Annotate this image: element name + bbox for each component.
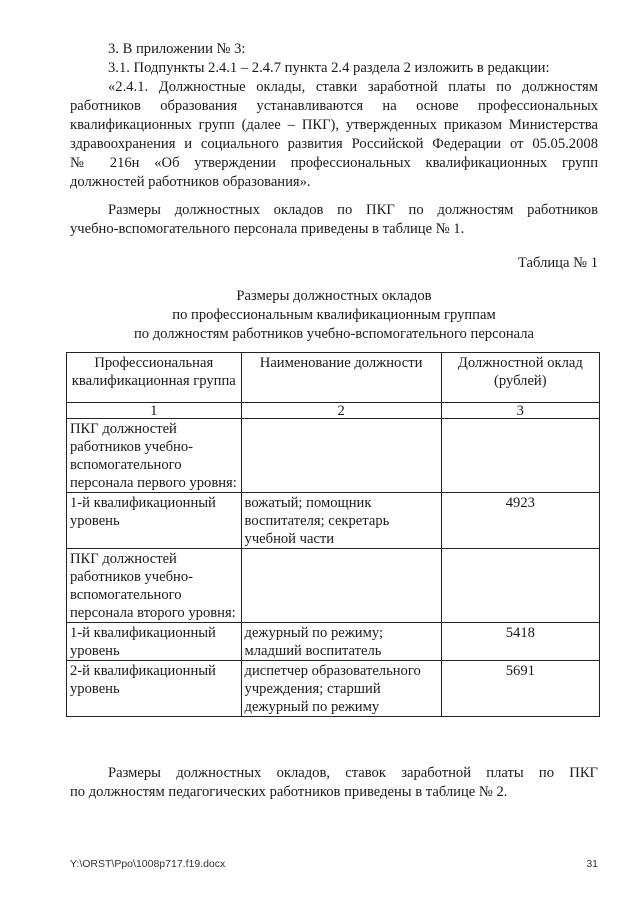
table-title-line: по профессиональным квалификационным группам [172,307,496,323]
table-header-row [67,353,600,403]
sizes-line: учебно-вспомогательного персонала приведены в таблице № 1. [70,221,465,237]
salary-cell: 5418 [441,623,599,661]
item-3-1-text: 3.1. Подпункты 2.4.1 – 2.4.7 пункта 2.4 раздела 2 изложить в редакции: [108,60,550,76]
positions-cell: вожатый; помощник воспитателя; секретарь учебной части [241,493,441,549]
salary-cell: 5691 [441,661,599,717]
group-cell: ПКГ должностей работников учебно-вспомогательного персонала второго уровня: [67,549,242,623]
positions-cell: диспетчер образовательного учреждения; старший дежурный по режиму [241,661,441,717]
table-title-line: по должностям работников учебно-вспомогательного персонала [133,326,535,342]
positions-cell [241,549,441,623]
header-salary: Должностной оклад (рублей) [441,353,599,403]
header-position: Наименование должности [241,353,441,403]
sizes-line: Размеры должностных окладов, ставок заработной платы по ПКГ [108,765,598,781]
salary-cell [441,549,599,623]
column-number: 1 [67,403,242,419]
table-row [67,549,600,623]
positions-cell: дежурный по режиму; младший воспитатель [241,623,441,661]
table-label: Таблица № 1 [518,255,598,271]
sizes-line: Размеры должностных окладов по ПКГ по должностям работников [108,202,598,218]
header-group: Профессиональная квалификационная группа [67,353,242,403]
footer-page-number: 31 [586,858,598,870]
column-number-row [67,403,600,419]
item-3-heading: 3. В приложении № 3: [108,41,246,57]
table-row [67,623,600,661]
quote-line: здравоохранения и социального развития Российской Федерации от 05.05.2008 [70,136,598,152]
column-number: 2 [241,403,441,419]
sizes-line: по должностям педагогических работников приведены в таблице № 2. [70,784,508,800]
quote-line: должностей работников образования». [70,174,311,190]
table-title-line: Размеры должностных окладов [236,288,432,304]
table-row [67,661,600,717]
footer-file-path: Y:\ORST\Ppo\1008p717.f19.docx [70,858,226,870]
quote-line: № 216н «Об утверждении профессиональных квалификационных групп [70,155,598,171]
group-cell: 1-й квалификационный уровень [67,623,242,661]
salary-table [66,352,600,717]
table-row [67,493,600,549]
quote-line: работников образования устанавливаются на основе профессиональных [70,98,598,114]
positions-cell [241,419,441,493]
column-number: 3 [441,403,599,419]
group-cell: ПКГ должностей работников учебно-вспомогательного персонала первого уровня: [67,419,242,493]
salary-cell: 4923 [441,493,599,549]
table-row [67,419,600,493]
group-cell: 1-й квалификационный уровень [67,493,242,549]
salary-cell [441,419,599,493]
quote-line: «2.4.1. Должностные оклады, ставки заработной платы по должностям [108,79,598,95]
group-cell: 2-й квалификационный уровень [67,661,242,717]
quote-line: квалификационных групп (далее – ПКГ), утвержденных приказом Министерства [70,117,598,133]
